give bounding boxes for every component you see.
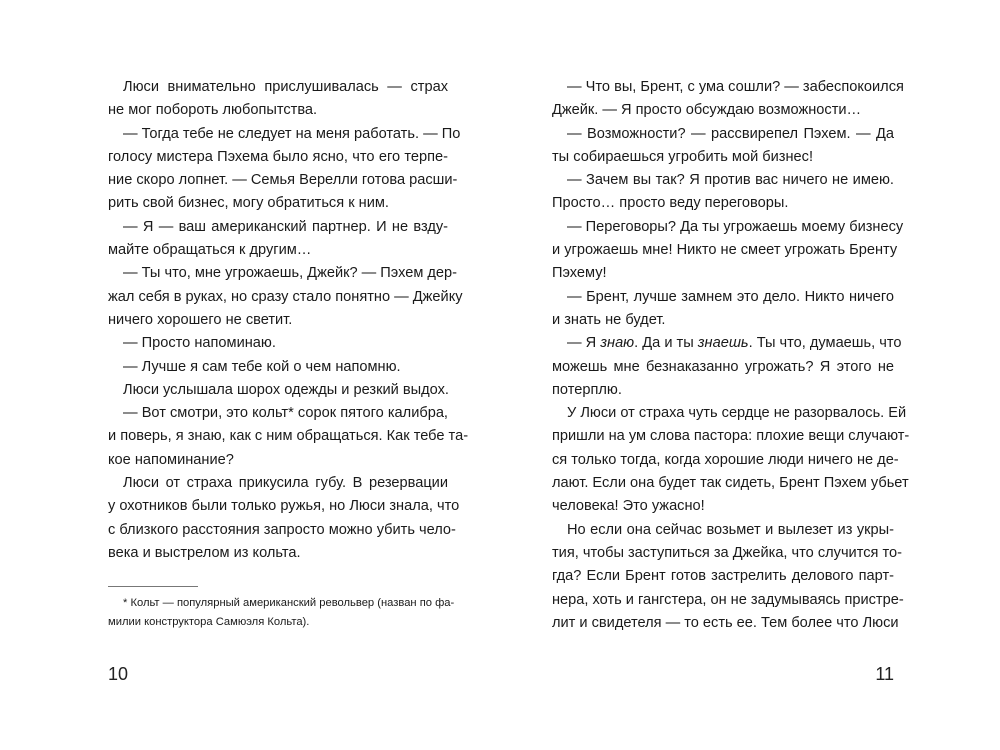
- text-line: тия, чтобы заступиться за Джейка, что случится то-: [552, 544, 902, 561]
- text-line: — Зачем вы так? Я против вас ничего не имею.: [567, 172, 894, 189]
- text-line: с близкого расстояния запросто можно убить чело-: [108, 521, 456, 538]
- footnote-line: * Кольт — популярный американский револьвер (назван по фа-: [123, 597, 455, 609]
- text-line: не мог побороть любопытства.: [108, 102, 318, 119]
- text-line: гда? Если Брент готов застрелить делового парт-: [552, 568, 894, 585]
- text-line: — Вот смотри, это кольт* сорок пятого калибра,: [123, 405, 448, 422]
- text-line: Джейк. — Я просто обсуждаю возможности…: [552, 102, 862, 119]
- text-line: и знать не будет.: [552, 311, 666, 328]
- text-line: голосу мистера Пэхема было ясно, что его терпе-: [108, 148, 448, 165]
- text-span: . Ты что, думаешь, что: [748, 335, 902, 352]
- text-line: можешь мне безнаказанно угрожать? Я этого не: [552, 358, 894, 375]
- text-line: [552, 332, 902, 355]
- text-line: У Люси от страха чуть сердце не разорвалось. Ей: [567, 405, 907, 422]
- text-line: — Просто напоминаю.: [123, 335, 276, 352]
- text-line: лит и свидетеля — то есть ее. Тем более что Люси: [552, 614, 899, 631]
- text-line: — Возможности? — рассвирепел Пэхем. — Да: [567, 125, 894, 142]
- text-line: лают. Если она будет так сидеть, Брент Пэхем убьет: [552, 475, 909, 492]
- text-line: ты собираешься угробить мой бизнес!: [552, 148, 814, 165]
- page-number-left: 10: [108, 664, 129, 684]
- left-page-text: [108, 76, 469, 565]
- text-line: — Переговоры? Да ты угрожаешь моему бизнесу: [567, 218, 904, 235]
- emphasis: знаю: [600, 335, 635, 352]
- text-line: ние скоро лопнет. — Семья Верелли готова расши-: [108, 172, 458, 189]
- text-line: — Тогда тебе не следует на меня работать. — По: [123, 125, 461, 142]
- text-span: — Я: [567, 335, 601, 352]
- text-line: и угрожаешь мне! Никто не смеет угрожать Бренту: [552, 242, 898, 259]
- emphasis: знаешь: [697, 335, 749, 352]
- text-line: ся только тогда, когда хорошие люди ничего не де-: [552, 451, 899, 468]
- footnote-line: милии конструктора Самюэля Кольта).: [108, 616, 310, 628]
- text-line: Люси услышала шорох одежды и резкий выдох.: [123, 381, 449, 398]
- text-line: ничего хорошего не светит.: [108, 311, 293, 328]
- text-line: рить свой бизнес, могу обратиться к ним.: [108, 195, 389, 212]
- text-span: . Да и ты: [634, 335, 698, 352]
- text-line: нера, хоть и гангстера, он не задумываясь пристре-: [552, 591, 904, 608]
- right-page-text: [552, 76, 910, 635]
- text-line: кое напоминание?: [108, 451, 234, 468]
- text-line: Люси от страха прикусила губу. В резервации: [123, 475, 448, 492]
- text-line: — Лучше я сам тебе кой о чем напомню.: [123, 358, 401, 375]
- text-line: — Я — ваш американский партнер. И не взду-: [123, 218, 448, 235]
- footnote: [108, 594, 455, 632]
- text-line: потерплю.: [552, 381, 622, 398]
- text-line: у охотников были только ружья, но Люси знала, что: [108, 498, 460, 515]
- text-line: жал себя в руках, но сразу стало понятно — Джейку: [108, 288, 463, 305]
- text-line: — Брент, лучше замнем это дело. Никто ничего: [567, 288, 894, 305]
- page-number-right: 11: [875, 664, 894, 684]
- text-line: века и выстрелом из кольта.: [108, 544, 301, 561]
- text-line: и поверь, я знаю, как с ним обращаться. Как тебе та-: [108, 428, 469, 445]
- text-line: человека! Это ужасно!: [552, 498, 705, 515]
- text-line: Но если она сейчас возьмет и вылезет из укры-: [567, 521, 894, 538]
- footnote-separator: [108, 586, 198, 587]
- text-line: майте обращаться к другим…: [108, 242, 312, 259]
- text-line: пришли на ум слова пастора: плохие вещи случают-: [552, 428, 910, 445]
- text-line: Просто… просто веду переговоры.: [552, 195, 789, 212]
- text-line: — Ты что, мне угрожаешь, Джейк? — Пэхем дер-: [123, 265, 458, 282]
- text-line: — Что вы, Брент, с ума сошли? — забеспокоился: [567, 79, 904, 95]
- text-line: Люси внимательно прислушивалась — страх: [123, 79, 448, 95]
- text-line: Пэхему!: [552, 265, 607, 282]
